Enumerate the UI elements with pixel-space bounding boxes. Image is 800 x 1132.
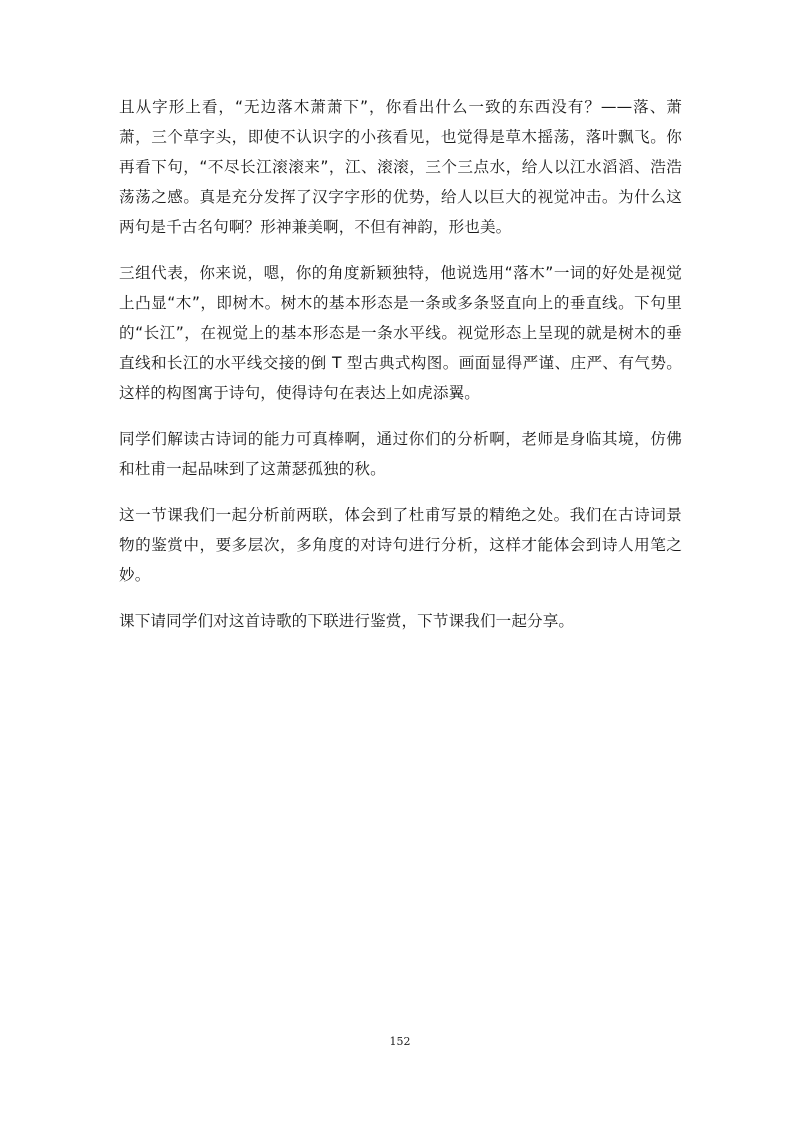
paragraph-lesson-summary: 这一节课我们一起分析前两联，体会到了杜甫写景的精绝之处。我们在古诗词景物的鉴赏中，要多层次，多角度的对诗句进行分析，这样才能体会到诗人用笔之妙。 [119, 506, 682, 584]
paragraph-homework: 课下请同学们对这首诗歌的下联进行鉴赏，下节课我们一起分享。 [119, 612, 575, 630]
page-number: 152 [389, 1035, 411, 1048]
page-body [119, 92, 682, 652]
paragraph-glyph-analysis: 且从字形上看，“无边落木萧萧下”，你看出什么一致的东西没有？——落、萧萧，三个草字头，即使不认识字的小孩看见，也觉得是草木摇荡，落叶飘飞。你再看下句，“不尽长江滚滚来”，江、滚滚，三个三点水，给人以江水滔滔、浩浩荡荡之感。真是充分发挥了汉字字形的优势，给人以巨大的视觉冲击。为什么这两句是千古名句啊？形神兼美啊，不但有神韵，形也美。 [119, 98, 682, 236]
paragraph-teacher-praise: 同学们解读古诗词的能力可真棒啊，通过你们的分析啊，老师是身临其境，仿佛和杜甫一起品味到了这萧瑟孤独的秋。 [119, 430, 682, 478]
paragraph-composition-analysis: 三组代表，你来说，嗯，你的角度新颖独特，他说选用“落木”一词的好处是视觉上凸显“木”，即树木。树木的基本形态是一条或多条竖直向上的垂直线。下句里的“长江”，在视觉上的基本形态是一条水平线。视觉形态上呈现的就是树木的垂直线和长江的水平线交接的倒 T 型古典式构图。画面显得严谨、庄严、有气势。这样的构图寓于诗句，使得诗句在表达上如虎添翼。 [119, 264, 682, 402]
